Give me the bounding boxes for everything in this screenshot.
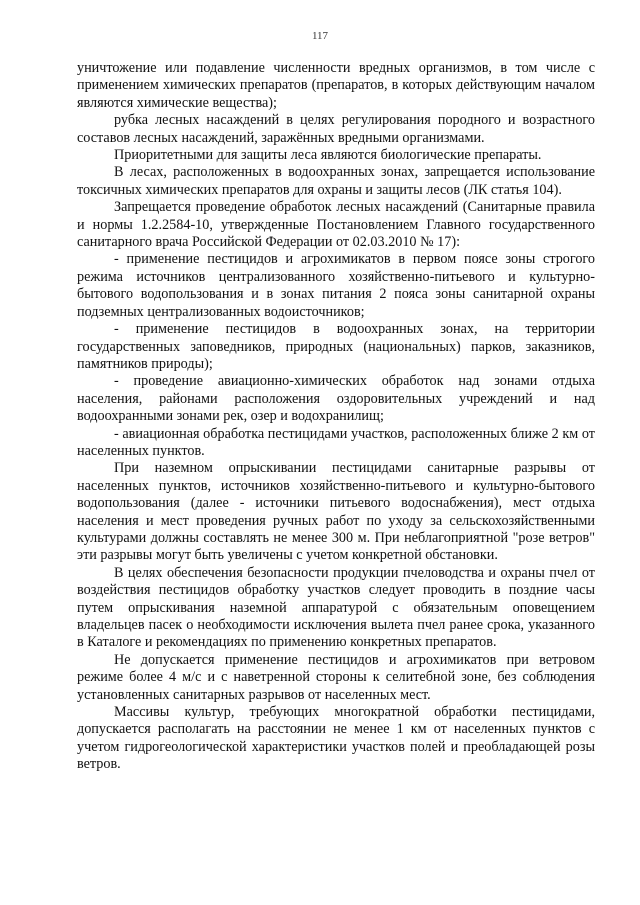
document-body (77, 60, 595, 774)
paragraph: уничтожение или подавление численности вредных организмов, в том числе с применением химических препаратов (препаратов, в которых действующим началом являются химические вещества); (77, 60, 595, 111)
paragraph: Запрещается проведение обработок лесных насаждений (Санитарные правила и нормы 1.2.2584-10, утвержденные Постановлением Главного государственного санитарного врача Российской Федерации от 02.03.2010 № 17): (77, 199, 595, 251)
list-item: - применение пестицидов в водоохранных зонах, на территории государственных заповедников, природных (национальных) парков, заказников, памятников природы); (77, 321, 595, 372)
list-item: - проведение авиационно-химических обработок над зонами отдыха населения, районами расположения оздоровительных учреждений и над водоохранными зонами рек, озер и водохранилищ; (77, 373, 595, 425)
list-item: - применение пестицидов и агрохимикатов в первом поясе зоны строгого режима источников централизованного хозяйственно-питьевого и культурно-бытового водопользования и в зонах питания 2 пояса зоны санитарной охраны подземных централизованных водоисточников; (77, 251, 595, 320)
paragraph: рубка лесных насаждений в целях регулирования породного и возрастного составов лесных насаждений, заражённых вредными организмами. (77, 112, 595, 146)
paragraph: При наземном опрыскивании пестицидами санитарные разрывы от населенных пунктов, источников хозяйственно-питьевого и культурно-бытового водопользования (далее - источники питьевого водоснабжения), мест отдыха населения и мест проведения ручных работ по уходу за сельскохозяйственными культурами должны составлять не менее 300 м. При неблагоприятной "розе ветров" эти разрывы могут быть увеличены с учетом конкретной обстановки. (77, 460, 595, 564)
page-number: 117 (311, 30, 329, 42)
list-item: - авиационная обработка пестицидами участков, расположенных ближе 2 км от населенных пунктов. (77, 425, 595, 459)
paragraph: В целях обеспечения безопасности продукции пчеловодства и охраны пчел от воздействия пестицидов обработку участков следует проводить в поздние часы путем опрыскивания наземной аппаратурой с обязательным оповещением владельцев пасек о необходимости исключения вылета пчел ранее срока, указанного в Каталоге и рекомендациях по применению конкретных препаратов. (77, 564, 595, 651)
paragraph: Массивы культур, требующих многократной обработки пестицидами, допускается располагать на расстоянии не менее 1 км от населенных пунктов с учетом гидрогеологической характеристики участков полей и преобладающей розы ветров. (77, 704, 595, 773)
paragraph: Не допускается применение пестицидов и агрохимикатов при ветровом режиме более 4 м/с и с наветренной стороны к селитебной зоне, без соблюдения установленных санитарных разрывов от населенных мест. (77, 651, 595, 703)
paragraph: В лесах, расположенных в водоохранных зонах, запрещается использование токсичных химических препаратов для охраны и защиты лесов (ЛК статья 104). (77, 164, 595, 198)
paragraph: Приоритетными для защиты леса являются биологические препараты. (114, 147, 542, 164)
